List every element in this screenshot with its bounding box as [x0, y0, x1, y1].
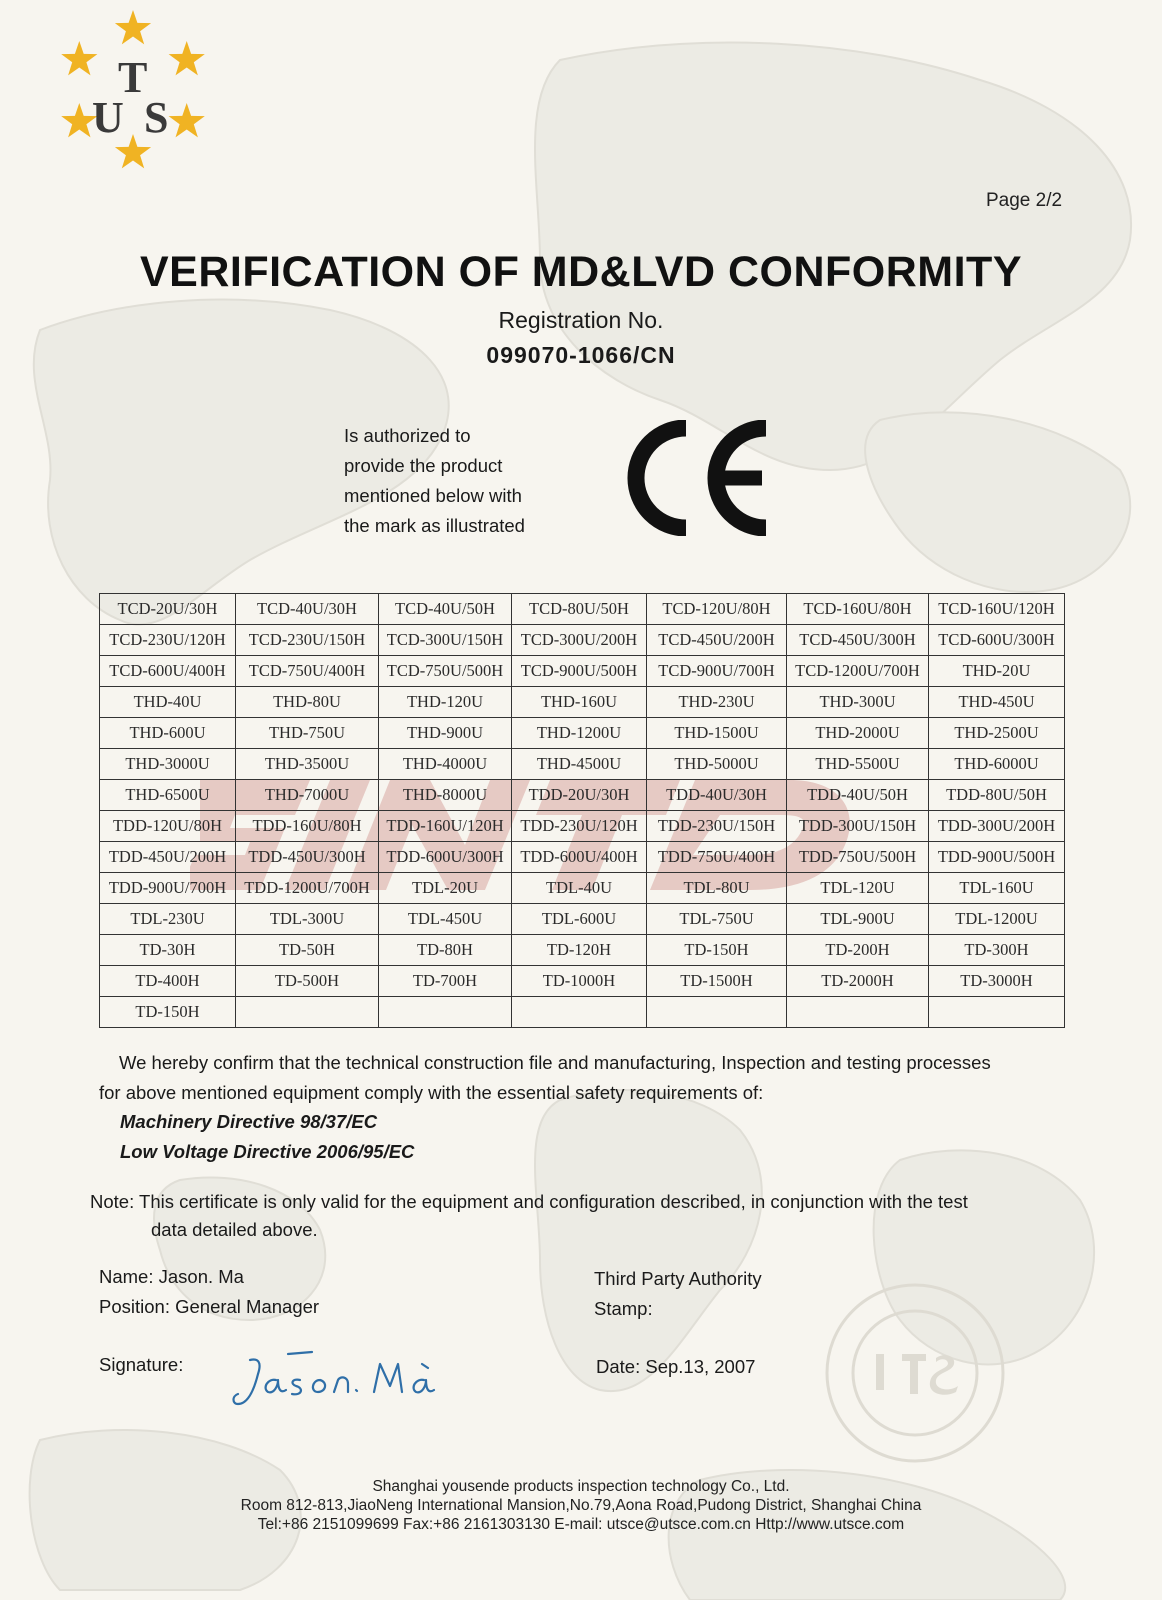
model-cell: THD-230U — [647, 687, 787, 718]
confirmation-line: for above mentioned equipment comply with the essential safety requirements of: — [99, 1082, 764, 1103]
model-cell: TCD-750U/500H — [379, 656, 512, 687]
confirmation-line: We hereby confirm that the technical construction file and manufacturing, Inspection and testing processes — [119, 1052, 991, 1073]
model-cell — [512, 997, 647, 1028]
model-cell: TCD-600U/300H — [929, 625, 1065, 656]
note-line: data detailed above. — [151, 1219, 318, 1240]
model-cell: THD-450U — [929, 687, 1065, 718]
table-row — [100, 625, 1065, 656]
model-cell: TDD-230U/120H — [512, 811, 647, 842]
model-cell: TD-200H — [787, 935, 929, 966]
model-cell: THD-3500U — [236, 749, 379, 780]
model-cell: TCD-900U/500H — [512, 656, 647, 687]
model-cell: TDL-230U — [100, 904, 236, 935]
model-cell: THD-600U — [100, 718, 236, 749]
registration-number: 099070-1066/CN — [486, 342, 676, 368]
model-cell: TDD-900U/700H — [100, 873, 236, 904]
model-cell: TCD-20U/30H — [100, 594, 236, 625]
issue-date: Date: Sep.13, 2007 — [596, 1356, 756, 1377]
table-row — [100, 966, 1065, 997]
model-cell: THD-2500U — [929, 718, 1065, 749]
model-cell: THD-2000U — [787, 718, 929, 749]
model-cell: TDD-750U/500H — [787, 842, 929, 873]
handwritten-signature — [228, 1346, 448, 1416]
uts-logo — [48, 6, 218, 176]
model-cell: TCD-300U/150H — [379, 625, 512, 656]
model-cell: TD-3000H — [929, 966, 1065, 997]
footer-company: Shanghai yousende products inspection technology Co., Ltd. — [372, 1478, 790, 1495]
model-cell: TDD-450U/200H — [100, 842, 236, 873]
model-cell: TCD-80U/50H — [512, 594, 647, 625]
star-icon — [61, 41, 97, 75]
authorization-line: provide the product — [344, 455, 503, 476]
model-cell: TDD-600U/300H — [379, 842, 512, 873]
star-icon — [115, 10, 151, 44]
model-cell: THD-40U — [100, 687, 236, 718]
model-cell: TD-2000H — [787, 966, 929, 997]
model-cell: TCD-1200U/700H — [787, 656, 929, 687]
model-cell: TDL-750U — [647, 904, 787, 935]
model-cell: TCD-900U/700H — [647, 656, 787, 687]
authorization-line: mentioned below with — [344, 485, 522, 506]
model-cell: TDD-900U/500H — [929, 842, 1065, 873]
model-cell: TD-50H — [236, 935, 379, 966]
model-cell: TCD-160U/120H — [929, 594, 1065, 625]
logo-letter-s: S — [144, 93, 169, 142]
model-cell: THD-120U — [379, 687, 512, 718]
table-row — [100, 594, 1065, 625]
model-cell: TDD-750U/400H — [647, 842, 787, 873]
model-cell: TDD-600U/400H — [512, 842, 647, 873]
model-cell: THD-6500U — [100, 780, 236, 811]
model-cell: TDD-300U/150H — [787, 811, 929, 842]
authorization-line: the mark as illustrated — [344, 515, 525, 536]
model-cell: TDL-80U — [647, 873, 787, 904]
model-cell: TDL-20U — [379, 873, 512, 904]
model-cell: THD-5500U — [787, 749, 929, 780]
model-cell: TD-30H — [100, 935, 236, 966]
model-cell: TDL-160U — [929, 873, 1065, 904]
ce-mark-icon — [616, 420, 776, 536]
model-cell: TCD-450U/200H — [647, 625, 787, 656]
footer-address: Room 812-813,JiaoNeng International Mansion,No.79,Aona Road,Pudong District, Shanghai China — [240, 1497, 922, 1514]
model-cell: TDD-300U/200H — [929, 811, 1065, 842]
model-cell: TCD-450U/300H — [787, 625, 929, 656]
logo-letter-t: T — [118, 53, 148, 102]
table-row — [100, 780, 1065, 811]
model-cell: TDL-120U — [787, 873, 929, 904]
model-cell: TDD-230U/150H — [647, 811, 787, 842]
model-cell: THD-750U — [236, 718, 379, 749]
model-cell: TD-1500H — [647, 966, 787, 997]
confirmation-statement — [99, 1048, 1064, 1108]
table-row — [100, 687, 1065, 718]
footer-contact: Tel:+86 2151099699 Fax:+86 2161303130 E-mail: utsce@utsce.com.cn Http://www.utsce.com — [257, 1516, 905, 1533]
model-cell — [929, 997, 1065, 1028]
table-row — [100, 749, 1065, 780]
model-cell: THD-8000U — [379, 780, 512, 811]
model-cell: TDD-450U/300H — [236, 842, 379, 873]
certificate-title: VERIFICATION OF MD&LVD CONFORMITY — [139, 248, 1023, 296]
stamp-label: Stamp: — [594, 1298, 653, 1319]
signatory-position: Position: General Manager — [99, 1296, 320, 1317]
model-cell: TD-150H — [647, 935, 787, 966]
model-cell — [379, 997, 512, 1028]
model-cell: TDD-40U/30H — [647, 780, 787, 811]
model-cell: THD-3000U — [100, 749, 236, 780]
model-cell: THD-5000U — [647, 749, 787, 780]
validity-note — [90, 1188, 1065, 1244]
model-cell: THD-80U — [236, 687, 379, 718]
model-cell: THD-20U — [929, 656, 1065, 687]
model-cell: THD-900U — [379, 718, 512, 749]
model-cell: TDD-20U/30H — [512, 780, 647, 811]
model-cell: TDD-120U/80H — [100, 811, 236, 842]
model-cell: THD-4000U — [379, 749, 512, 780]
model-cell: TCD-230U/120H — [100, 625, 236, 656]
model-cell: TDL-450U — [379, 904, 512, 935]
machinery-directive: Machinery Directive 98/37/EC — [120, 1111, 378, 1132]
model-cell: THD-300U — [787, 687, 929, 718]
model-cell: TDD-1200U/700H — [236, 873, 379, 904]
table-row — [100, 842, 1065, 873]
model-cell: TD-400H — [100, 966, 236, 997]
model-cell: TD-300H — [929, 935, 1065, 966]
model-cell: TD-80H — [379, 935, 512, 966]
table-row — [100, 811, 1065, 842]
table-row — [100, 904, 1065, 935]
authorization-line: Is authorized to — [344, 425, 471, 446]
model-cell: THD-6000U — [929, 749, 1065, 780]
table-row — [100, 656, 1065, 687]
model-cell: THD-4500U — [512, 749, 647, 780]
model-cell: TD-500H — [236, 966, 379, 997]
model-cell: THD-1200U — [512, 718, 647, 749]
model-cell: TCD-750U/400H — [236, 656, 379, 687]
page-number: Page 2/2 — [986, 190, 1063, 211]
embossed-stamp-seal — [820, 1278, 1010, 1468]
model-cell: TD-1000H — [512, 966, 647, 997]
model-cell: TCD-40U/50H — [379, 594, 512, 625]
model-cell: THD-1500U — [647, 718, 787, 749]
model-cell: TD-150H — [100, 997, 236, 1028]
model-cell: TDL-1200U — [929, 904, 1065, 935]
model-cell — [787, 997, 929, 1028]
model-cell: TCD-230U/150H — [236, 625, 379, 656]
model-cell: TDD-160U/80H — [236, 811, 379, 842]
model-cell: TCD-300U/200H — [512, 625, 647, 656]
model-cell: TDD-160U/120H — [379, 811, 512, 842]
model-cell: TD-700H — [379, 966, 512, 997]
model-cell: THD-160U — [512, 687, 647, 718]
table-row — [100, 718, 1065, 749]
table-row — [100, 997, 1065, 1028]
model-cell: TCD-160U/80H — [787, 594, 929, 625]
registration-label: Registration No. — [498, 307, 664, 333]
model-cell: TCD-40U/30H — [236, 594, 379, 625]
note-line: Note: This certificate is only valid for the equipment and configuration described, in conjunction with the test — [90, 1191, 968, 1212]
signatory-name: Name: Jason. Ma — [99, 1266, 244, 1287]
logo-letter-u: U — [92, 93, 124, 142]
model-cell: TDD-40U/50H — [787, 780, 929, 811]
low-voltage-directive: Low Voltage Directive 2006/95/EC — [120, 1141, 415, 1162]
model-cell: THD-7000U — [236, 780, 379, 811]
authorization-statement — [344, 421, 584, 541]
model-cell: TDD-80U/50H — [929, 780, 1065, 811]
model-cell: TDL-600U — [512, 904, 647, 935]
model-cell — [236, 997, 379, 1028]
model-cell: TD-120H — [512, 935, 647, 966]
model-list-table — [99, 593, 1065, 1028]
model-cell: TCD-120U/80H — [647, 594, 787, 625]
signature-label: Signature: — [99, 1354, 184, 1375]
model-cell: TDL-40U — [512, 873, 647, 904]
table-row — [100, 935, 1065, 966]
model-cell: TDL-300U — [236, 904, 379, 935]
star-icon — [169, 103, 205, 137]
third-party-authority-label: Third Party Authority — [594, 1268, 762, 1289]
table-row — [100, 873, 1065, 904]
model-cell — [647, 997, 787, 1028]
model-cell: TDL-900U — [787, 904, 929, 935]
star-icon — [169, 41, 205, 75]
model-cell: TCD-600U/400H — [100, 656, 236, 687]
